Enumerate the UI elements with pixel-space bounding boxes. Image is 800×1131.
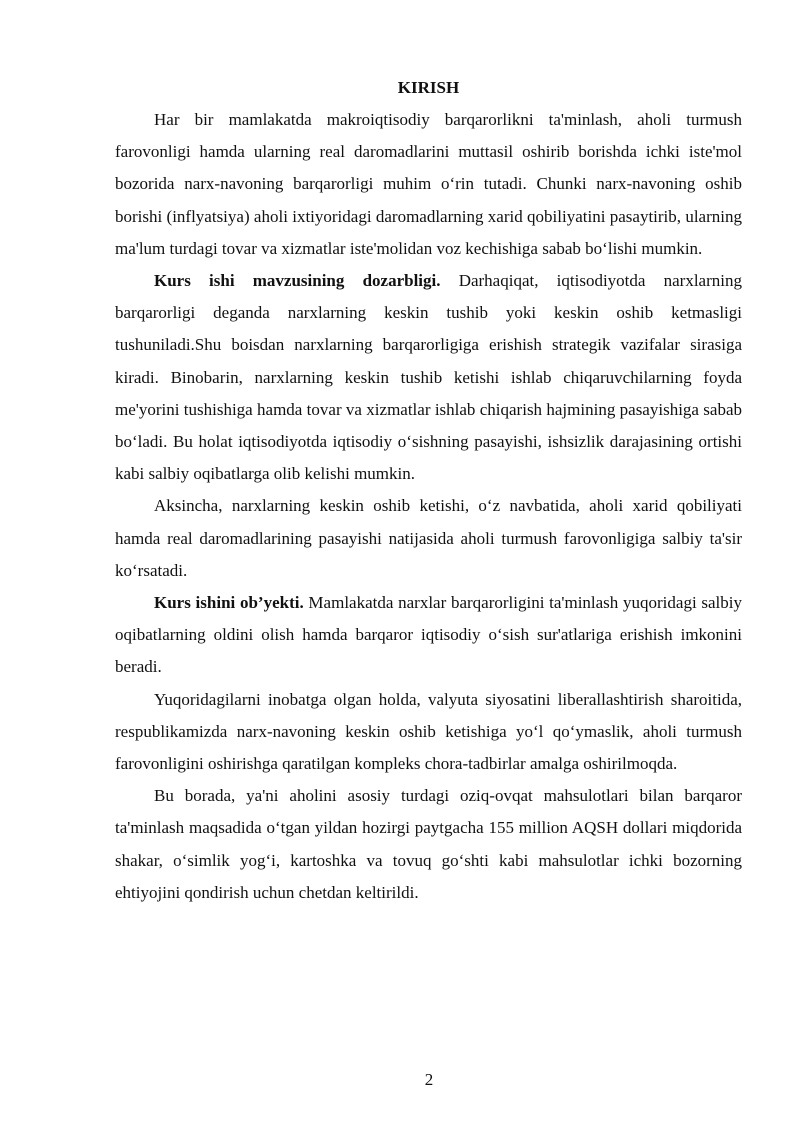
paragraph-lead-bold: Kurs ishi mavzusining dozarbligi.	[154, 271, 441, 291]
paragraph-imports	[115, 780, 742, 909]
paragraph-text: Darhaqiqat, iqtisodiyotda narxlarning barqarorligi deganda narxlarning keskin tushib yoki keskin oshib ketmasligi tushuniladi.Shu boisdan narxlarning barqarorligiga erishish strategik vazifalar sirasiga kiradi. Binobarin, narxlarning keskin tushib ketishi ishlab chiqaruvchilarning foyda me'yorini tushishiga hamda tovar va xizmatlar ishlab chiqarish hajmining pasayishiga sabab bo‘ladi. Bu holat iqtisodiyotda iqtisodiy o‘sishning pasayishi, ishsizlik darajasining ortishi kabi salbiy oqibatlarga olib kelishi mumkin.	[115, 271, 742, 484]
paragraph-text: Bu borada, ya'ni aholini asosiy turdagi oziq-ovqat mahsulotlari bilan barqaror ta'minlash maqsadida o‘tgan yildan hozirgi paytgacha 155 million AQSH dollari miqdorida shakar, o‘simlik yog‘i, kartoshka va tovuq go‘shti kabi mahsulotlar ichki bozorning ehtiyojini qondirish uchun chetdan keltirildi.	[115, 786, 742, 902]
document-page	[115, 72, 742, 909]
paragraph-relevance	[115, 265, 742, 490]
paragraph-text: Mamlakatda narxlar barqarorligini ta'minlash yuqoridagi salbiy oqibatlarning oldini olish hamda barqaror iqtisodiy o‘sish sur'atlariga erishish imkonini beradi.	[115, 593, 742, 677]
paragraph-text: Har bir mamlakatda makroiqtisodiy barqarorlikni ta'minlash, aholi turmush farovonligi hamda ularning real daromadlarini muttasil oshirib borishda ichki iste'mol bozorida narx-navoning barqarorligi muhim o‘rin tutadi. Chunki narx-navoning oshib borishi (inflyatsiya) aholi ixtiyoridagi daromadlarning xarid qobiliyatini pasaytirib, ularning ma'lum turdagi tovar va xizmatlar iste'molidan voz kechishiga sabab bo‘lishi mumkin.	[115, 110, 742, 258]
page-number: 2	[424, 1070, 434, 1089]
paragraph-intro	[115, 104, 742, 265]
paragraph-measures	[115, 684, 742, 781]
paragraph-text: Yuqoridagilarni inobatga olgan holda, valyuta siyosatini liberallashtirish sharoitida, respublikamizda narx-navoning keskin oshib ketishiga yo‘l qo‘ymaslik, aholi turmush farovonligini oshirishga qaratilgan kompleks chora-tadbirlar amalga oshirilmoqda.	[115, 689, 742, 774]
paragraph-text: Aksincha, narxlarning keskin oshib ketishi, o‘z navbatida, aholi xarid qobiliyati hamda real daromadlarining pasayishi natijasida aholi turmush farovonligiga salbiy ta'sir ko‘rsatadi.	[115, 496, 742, 580]
paragraph-object	[115, 587, 742, 684]
section-heading: KIRISH	[397, 78, 460, 97]
paragraph-lead-bold: Kurs ishini ob’yekti.	[154, 593, 304, 613]
paragraph-contrary	[115, 490, 742, 587]
